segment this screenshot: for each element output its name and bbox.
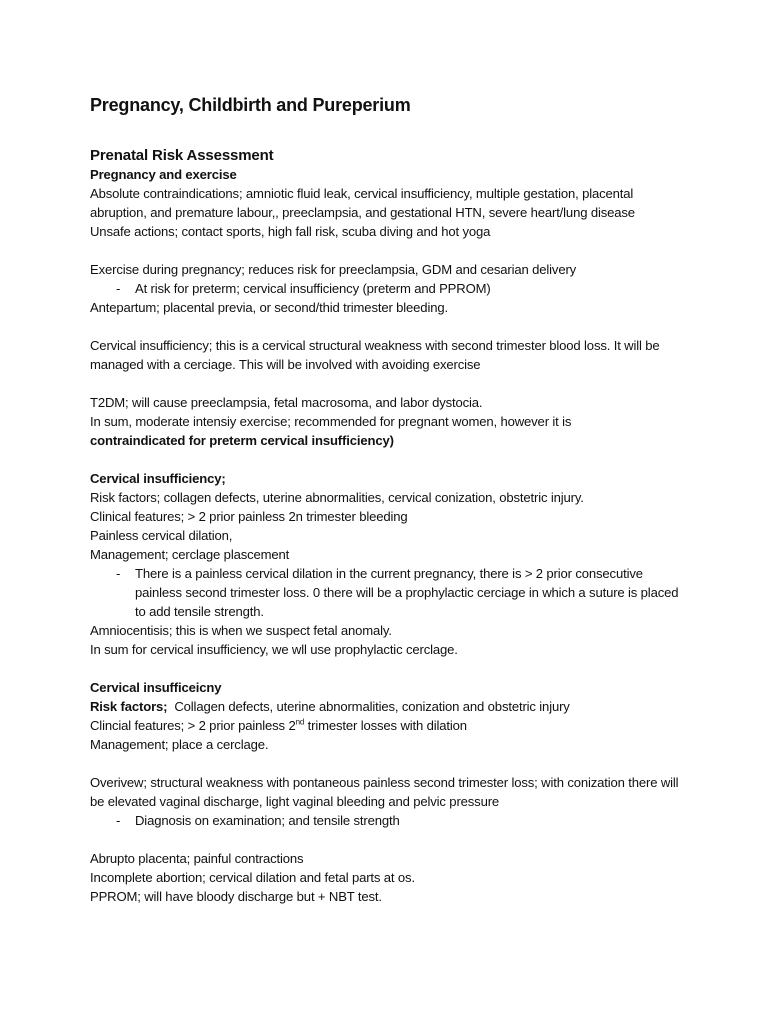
bullet-dash: -: [116, 566, 121, 581]
abruptio-text: Abrupto placenta; painful contractions: [90, 851, 304, 866]
bullet-item: - At risk for preterm; cervical insufficiency (preterm and PPROM): [116, 281, 491, 296]
management-text: Management; cerclage plascement: [90, 547, 290, 562]
painless-dilation-text: Painless cervical dilation,: [90, 528, 233, 543]
clinical-features-text: Clinical features; > 2 prior painless 2n trimester bleeding: [90, 509, 408, 524]
management-line: Management; place a cerclage.: [90, 737, 269, 752]
bullet-dash: -: [116, 813, 121, 828]
summary-cerclage-text: In sum for cervical insufficiency, we wll use prophylactic cerclage.: [90, 642, 458, 657]
bullet-dash: -: [116, 281, 121, 296]
absolute-contraindications-text: Absolute contraindications; amniotic fluid leak, cervical insufficiency, multiple gestation, placental abruption, and premature labour,, preeclampsia, and gestational HTN, severe heart/lung disease: [90, 186, 635, 220]
risk-factors-label: Risk factors;: [90, 699, 168, 714]
incomplete-abortion-text: Incomplete abortion; cervical dilation and fetal parts at os.: [90, 870, 415, 885]
bullet-item: - There is a painless cervical dilation in the current pregnancy, there is > 2 prior consecutive painless second trimester loss. 0 there will be a prophylactic cerciage in which a suture is placed to add tensile strength.: [116, 566, 679, 619]
section-heading-cervical-insufficeicny: Cervical insufficeicny: [90, 680, 222, 695]
amniocentesis-text: Amniocentisis; this is when we suspect fetal anomaly.: [90, 623, 392, 638]
section-heading-prenatal-risk: Prenatal Risk Assessment: [90, 147, 274, 164]
t2dm-text: T2DM; will cause preeclampsia, fetal macrosoma, and labor dystocia.: [90, 395, 483, 410]
risk-factors-value: Collagen defects, uterine abnormalities, conization and obstetric injury: [174, 699, 570, 714]
document-body: [90, 146, 690, 906]
pprom-text: PPROM; will have bloody discharge but + NBT test.: [90, 889, 382, 904]
antepartum-text: Antepartum; placental previa, or second/thid trimester bleeding.: [90, 300, 448, 315]
summary-bold-text: contraindicated for preterm cervical insufficiency): [90, 433, 394, 448]
section-heading-cervical-insufficiency: Cervical insufficiency;: [90, 471, 226, 486]
overview-text: Overivew; structural weakness with pontaneous painless second trimester loss; with conization there will be elevated vaginal discharge, light vaginal bleeding and pelvic pressure: [90, 775, 679, 809]
bullet-item: - Diagnosis on examination; and tensile strength: [116, 813, 400, 828]
subheading-pregnancy-exercise: Pregnancy and exercise: [90, 167, 237, 182]
summary-text: In sum, moderate intensiy exercise; recommended for pregnant women, however it is: [90, 414, 572, 429]
ordinal-superscript: nd: [295, 717, 305, 727]
cervical-insufficiency-text: Cervical insufficiency; this is a cervical structural weakness with second trimester blood loss. It will be managed with a cerciage. This will be involved with avoiding exercise: [90, 338, 660, 372]
unsafe-actions-text: Unsafe actions; contact sports, high fall risk, scuba diving and hot yoga: [90, 224, 491, 239]
exercise-benefits-text: Exercise during pregnancy; reduces risk for preeclampsia, GDM and cesarian delivery: [90, 262, 577, 277]
page-title: Pregnancy, Childbirth and Pureperium: [90, 95, 411, 115]
clinical-features-line: Clincial features; > 2 prior painless 2nd trimester losses with dilation: [90, 717, 467, 733]
risk-factors-line: [90, 697, 690, 716]
risk-factors-text: Risk factors; collagen defects, uterine abnormalities, cervical conization, obstetric injury.: [90, 490, 584, 505]
